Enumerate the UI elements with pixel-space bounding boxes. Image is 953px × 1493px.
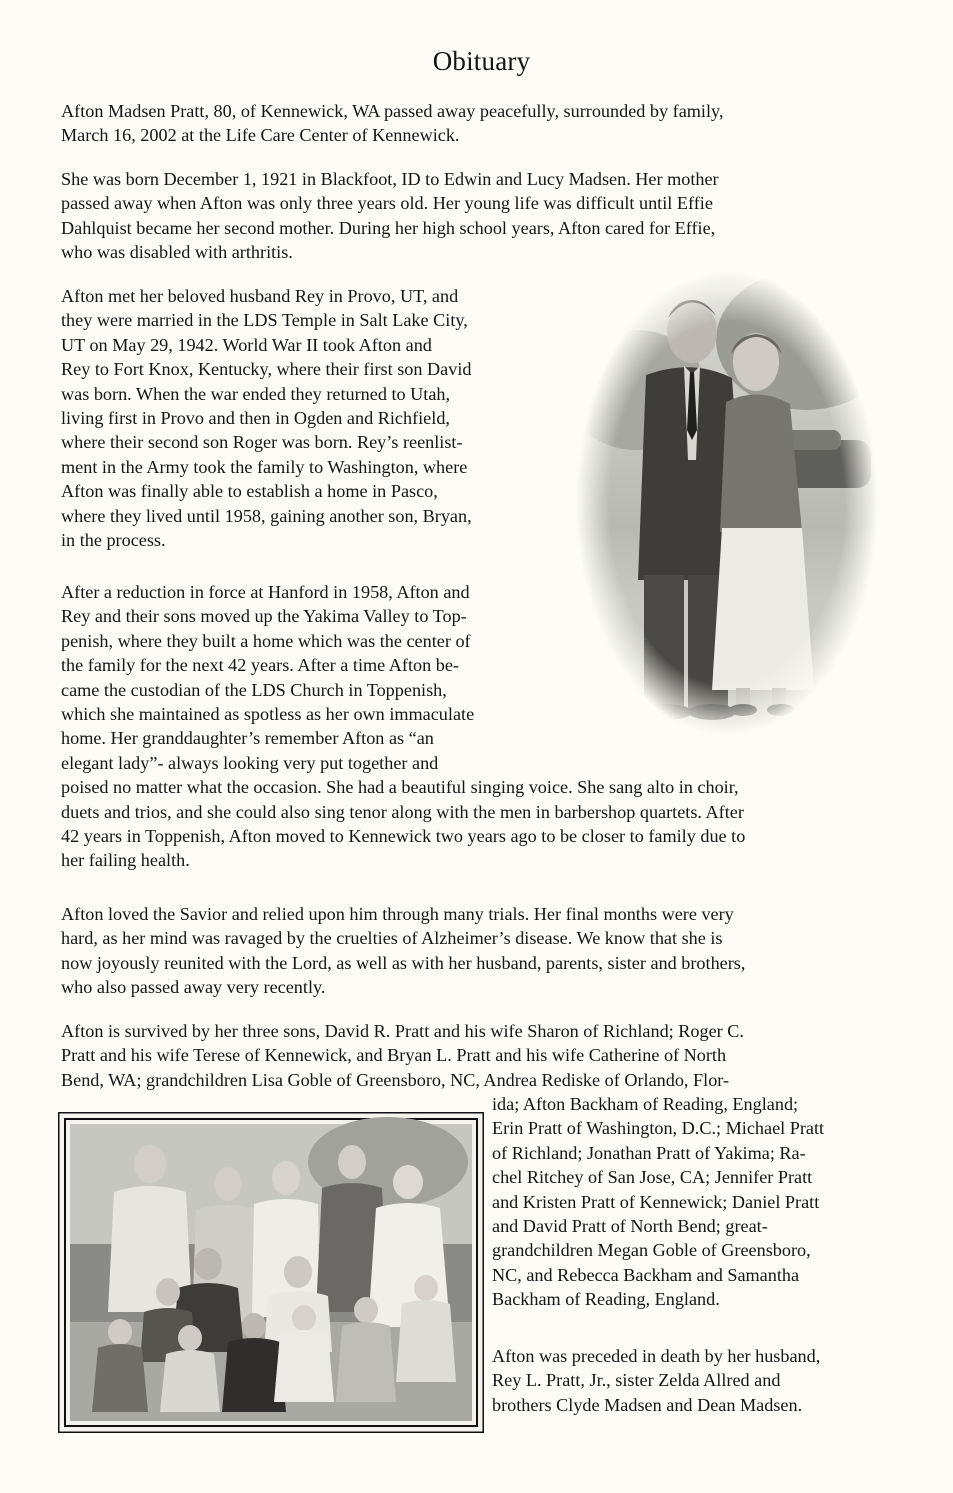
paragraph-faith: Afton loved the Savior and relied upon him through many trials. Her final months were very hard, as her mind was ravaged by the cruelties of Alzheimer’s disease. We know that she is now joyously reunited with the Lord, as well as with her husband, parents, sister and brothers, who also passed away very recently. [61, 904, 746, 998]
paragraph-survivors: Afton is survived by her three sons, David R. Pratt and his wife Sharon of Richland; Roger C. Pratt and his wife Terese of Kennewick, and Bryan L. Pratt and his wife Catherine of North Bend, WA; grandchildren Lisa Goble of Greensboro, NC, Andrea Rediske of Orlando, Flor- [61, 1021, 744, 1090]
paragraph-preceded: Afton was preceded in death by her husband, Rey L. Pratt, Jr., sister Zelda Allred and brothers Clyde Madsen and Dean Madsen. [492, 1346, 821, 1415]
family-group-photo [58, 1112, 484, 1433]
paragraph-birth: She was born December 1, 1921 in Blackfoot, ID to Edwin and Lucy Madsen. Her mother passed away when Afton was only three years old. Her young life was difficult until Effie Dahlquist became her second mother. During her high school years, Afton cared for Effie, who was disabled with arthritis. [61, 169, 719, 263]
paragraph-marriage: Afton met her beloved husband Rey in Provo, UT, and they were married in the LDS Temple in Salt Lake City, UT on May 29, 1942. World War II took Afton and Rey to Fort Knox, Kentucky, where their first son David was born. When the war ended they returned to Utah, living first in Provo and then in Ogden and Richfield, where their second son Roger was born. Rey’s reenlist- ment in the Army took the family to Washington, where Afton was finally able to establish a home in Pasco, where they lived until 1958, gaining another son, Bryan, in the process. [61, 286, 472, 551]
paragraph-survivors-continued: ida; Afton Backham of Reading, England; Erin Pratt of Washington, D.C.; Michael Pratt of Richland; Jonathan Pratt of Yakima; Ra- chel Ritchey of San Jose, CA; Jennifer Pratt and Kristen Pratt of Kennewick; Daniel Pratt and David Pratt of North Bend; great- grandchildren Megan Goble of Greensboro, NC, and Rebecca Backham and Samantha Backham of Reading, England. [492, 1094, 825, 1310]
couple-photo [576, 270, 878, 736]
page-title: Obituary [432, 46, 531, 76]
paragraph-intro: Afton Madsen Pratt, 80, of Kennewick, WA passed away peacefully, surrounded by family, March 16, 2002 at the Life Care Center of Kennewick. [61, 101, 724, 146]
paragraph-toppenish: After a reduction in force at Hanford in 1958, Afton and Rey and their sons moved up the Yakima Valley to Top- penish, where they built a home which was the center of the family for the next 42 years. After a time Afton be- came the custodian of the LDS Church in Toppenish, which she maintained as spotless as her own immaculate home. Her granddaughter’s remember Afton as “an elegant lady”- always looking very put together and poised no matter what the occasion. She had a beautiful singing voice. She sang alto in choir, duets and trios, and she could also sing tenor along with the men in barbershop quartets. After 42 years in Toppenish, Afton moved to Kennewick two years ago to be closer to family due to her failing health. [61, 582, 746, 871]
